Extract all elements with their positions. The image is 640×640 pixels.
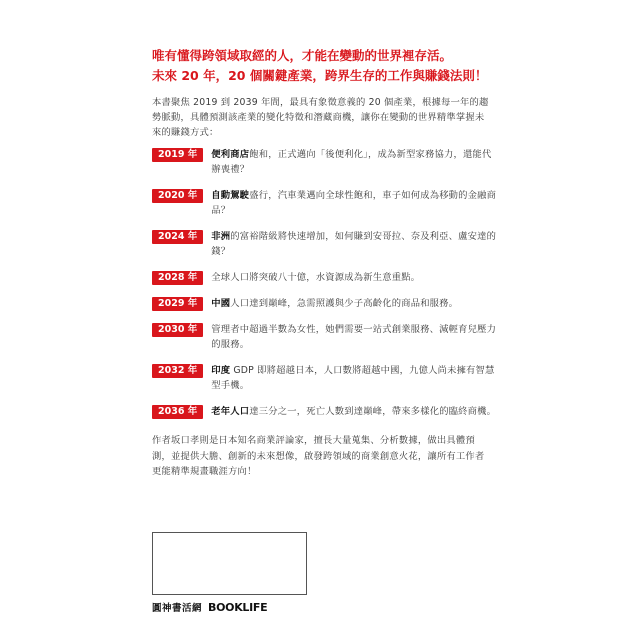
year-badge: 2019 年 <box>152 148 203 162</box>
year-entry <box>152 270 497 285</box>
entry-text <box>211 188 497 218</box>
year-badge: 2032 年 <box>152 364 203 378</box>
entry-description: 飽和，正式邁向「後便利化」，成為新型家務協力，還能代辦喪禮？ <box>211 149 492 175</box>
year-badge: 2036 年 <box>152 405 203 419</box>
entry-keyword: 中國 <box>211 298 231 309</box>
year-badge: 2029 年 <box>152 297 203 311</box>
entry-text <box>211 363 497 393</box>
headline-line-2: 未來 20 年，20 個關鍵產業，跨界生存的工作與賺錢法則！ <box>152 68 488 83</box>
year-badge: 2028 年 <box>152 271 203 285</box>
year-entry <box>152 296 497 311</box>
year-badge: 2030 年 <box>152 323 203 337</box>
entry-keyword: 印度 <box>211 365 231 376</box>
entry-description: 的富裕階級將快速增加，如何賺到安哥拉、奈及利亞、盧安達的錢？ <box>211 231 497 257</box>
entry-description: 全球人口將突破八十億，水資源成為新生意重點。 <box>211 272 421 283</box>
publisher-logo <box>152 600 267 614</box>
year-entry <box>152 229 497 259</box>
entry-text <box>211 296 497 311</box>
year-badge: 2020 年 <box>152 189 203 203</box>
entry-description: 人口達到巔峰，急需照護與少子高齡化的商品和服務。 <box>230 298 459 309</box>
entry-keyword: 自動駕駛 <box>211 190 250 201</box>
logo-english: BOOKLIFE <box>208 600 268 614</box>
entry-description: 盛行，汽車業邁向全球性飽和，車子如何成為移動的金融商品？ <box>211 190 497 216</box>
entry-description: 達三分之一，死亡人數到達巔峰，帶來多樣化的臨終商機。 <box>249 406 497 417</box>
headline-line-1: 唯有懂得跨領域取經的人，才能在變動的世界裡存活。 <box>152 48 453 63</box>
entry-text <box>211 404 497 419</box>
year-entry <box>152 322 497 352</box>
year-entry <box>152 404 497 419</box>
entry-keyword: 老年人口 <box>211 406 250 417</box>
logo-chinese: 圓神書活網 <box>152 603 203 614</box>
barcode-placeholder-box <box>152 532 307 595</box>
author-paragraph: 作者坂口孝則是日本知名商業評論家，擅長大量蒐集、分析數據，做出具體預測，並提供大膽、創新的未來想像，啟發跨領域的商業創意火花，讓所有工作者更能精準規畫職涯方向！ <box>152 435 485 477</box>
year-badge: 2024 年 <box>152 230 203 244</box>
entry-text <box>211 270 497 285</box>
entry-description: GDP 即將超越日本，人口數將超越中國，九億人尚未擁有智慧型手機。 <box>211 365 495 391</box>
entry-description: 管理者中超過半數為女性，她們需要一站式創業服務、減輕育兒壓力的服務。 <box>211 324 497 350</box>
entry-keyword: 便利商店 <box>211 149 250 160</box>
year-entry-list <box>152 147 497 430</box>
entry-text <box>211 147 497 177</box>
year-entry <box>152 188 497 218</box>
entry-keyword: 非洲 <box>211 231 231 242</box>
year-entry <box>152 363 497 393</box>
entry-text <box>211 322 497 352</box>
entry-text <box>211 229 497 259</box>
year-entry <box>152 147 497 177</box>
intro-paragraph: 本書聚焦 2019 到 2039 年間，最具有象徵意義的 20 個產業，根據每一年的趨勢脈動，具體預測該產業的變化特徵和潛藏商機，讓你在變動的世界精準掌握未來的賺錢方式： <box>152 97 489 138</box>
headline <box>152 46 492 86</box>
